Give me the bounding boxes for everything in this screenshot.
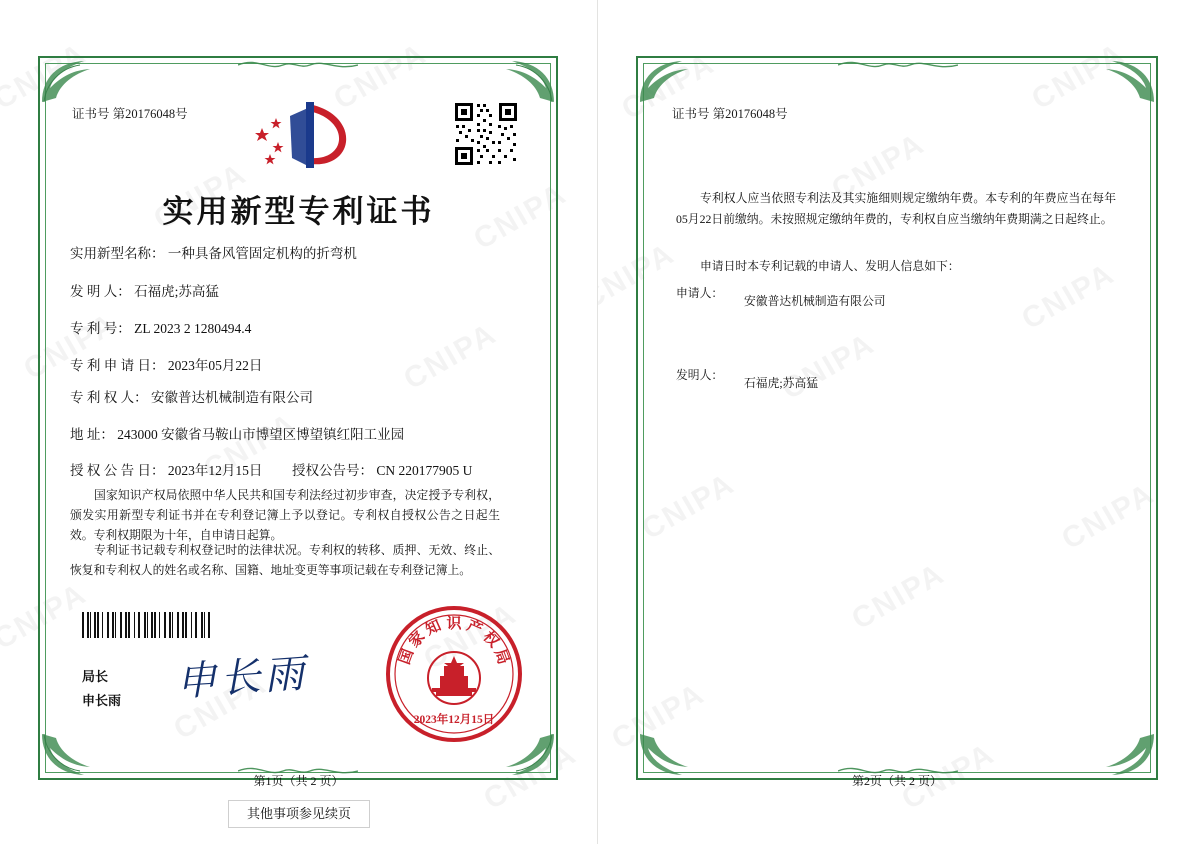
corner-ornament-icon bbox=[1098, 58, 1156, 104]
field-value: 一种具备风管固定机构的折弯机 bbox=[167, 246, 357, 261]
applicant-label: 申请人： bbox=[676, 286, 724, 300]
qr-code-icon bbox=[453, 101, 519, 167]
paragraph-annual-fee: 专利权人应当依照专利法及其实施细则规定缴纳年费。本专利的年费应当在每年05月22日前缴纳。未按照规定缴纳年费的，专利权自应当缴纳年费期满之日起终止。 bbox=[676, 191, 1116, 226]
field-value: 石福虎;苏高猛 bbox=[134, 284, 219, 299]
field-address bbox=[70, 423, 404, 443]
field-label: 专 利 权 人： bbox=[70, 390, 148, 405]
director-label: 局长 bbox=[82, 669, 109, 684]
page-border-inner bbox=[643, 63, 1151, 773]
field-utility-model-name bbox=[70, 242, 357, 262]
svg-text:产: 产 bbox=[464, 617, 485, 639]
paragraph-applicant-info: 申请日时本专利记载的申请人、发明人信息如下： bbox=[700, 259, 960, 273]
barcode bbox=[82, 612, 211, 638]
svg-text:局: 局 bbox=[490, 647, 512, 667]
certificate-page-2 bbox=[598, 0, 1196, 844]
field-inventor bbox=[70, 280, 219, 300]
qr-code bbox=[450, 98, 522, 170]
director-signature: 申长雨 bbox=[174, 650, 310, 706]
field-value: 2023年05月22日 bbox=[167, 358, 263, 373]
continuation-note: 其他事项参见续页 bbox=[228, 800, 370, 828]
field-label: 授 权 公 告 日： bbox=[70, 463, 165, 478]
seal-date: 2023年12月15日 bbox=[413, 714, 495, 726]
corner-ornament-icon bbox=[40, 58, 98, 104]
director-name: 申长雨 bbox=[82, 693, 122, 708]
corner-ornament-icon bbox=[638, 58, 696, 104]
inventor-label: 发明人： bbox=[676, 368, 724, 382]
applicant-value: 安徽普达机械制造有限公司 bbox=[744, 294, 886, 308]
svg-text:知: 知 bbox=[423, 617, 444, 639]
field-label: 实用新型名称： bbox=[70, 246, 165, 261]
svg-text:家: 家 bbox=[406, 628, 429, 651]
cnipa-logo-icon bbox=[250, 98, 360, 170]
field-label: 专 利 号： bbox=[70, 321, 131, 336]
edge-flourish-icon bbox=[238, 57, 358, 73]
inventor-value: 石福虎;苏高猛 bbox=[744, 376, 819, 390]
field-patent-number bbox=[70, 317, 251, 337]
page-title: 实用新型专利证书 bbox=[162, 194, 435, 229]
field-label: 地 址： bbox=[70, 427, 114, 442]
svg-text:权: 权 bbox=[479, 628, 502, 651]
paragraph-grant-statement: 国家知识产权局依照中华人民共和国专利法经过初步审查，决定授予专利权，颁发实用新型专利证书并在专利登记簿上予以登记。专利权自授权公告之日起生效。专利权期限为十年，自申请日起算。 bbox=[70, 488, 500, 542]
page-footer-2: 第2页（共 2 页） bbox=[851, 774, 942, 788]
field-patentee bbox=[70, 386, 313, 406]
field-grant-date bbox=[70, 459, 262, 479]
field-value: CN 220177905 U bbox=[376, 463, 473, 478]
field-value: ZL 2023 2 1280494.4 bbox=[134, 321, 252, 336]
field-label: 授权公告号： bbox=[292, 463, 373, 478]
field-application-date bbox=[70, 354, 262, 374]
field-label: 发 明 人： bbox=[70, 284, 131, 299]
field-label: 专 利 申 请 日： bbox=[70, 358, 165, 373]
paragraph-registry-statement: 专利证书记载专利权登记时的法律状况。专利权的转移、质押、无效、终止、恢复和专利权人的姓名或名称、国籍、地址变更等事项记载在专利登记簿上。 bbox=[70, 543, 500, 577]
certificate-number: 证书号 第20176048号 bbox=[72, 107, 188, 121]
field-value: 243000 安徽省马鞍山市博望区博望镇红阳工业园 bbox=[117, 427, 405, 442]
edge-flourish-icon bbox=[838, 57, 958, 73]
certificate-number: 证书号 第20176048号 bbox=[672, 107, 788, 121]
svg-text:识: 识 bbox=[446, 616, 462, 632]
svg-text:国: 国 bbox=[396, 647, 418, 667]
field-value: 2023年12月15日 bbox=[167, 463, 263, 478]
field-value: 安徽普达机械制造有限公司 bbox=[151, 390, 313, 405]
field-grant-number bbox=[292, 459, 472, 479]
page-footer-1: 第1页（共 2 页） bbox=[253, 774, 344, 788]
